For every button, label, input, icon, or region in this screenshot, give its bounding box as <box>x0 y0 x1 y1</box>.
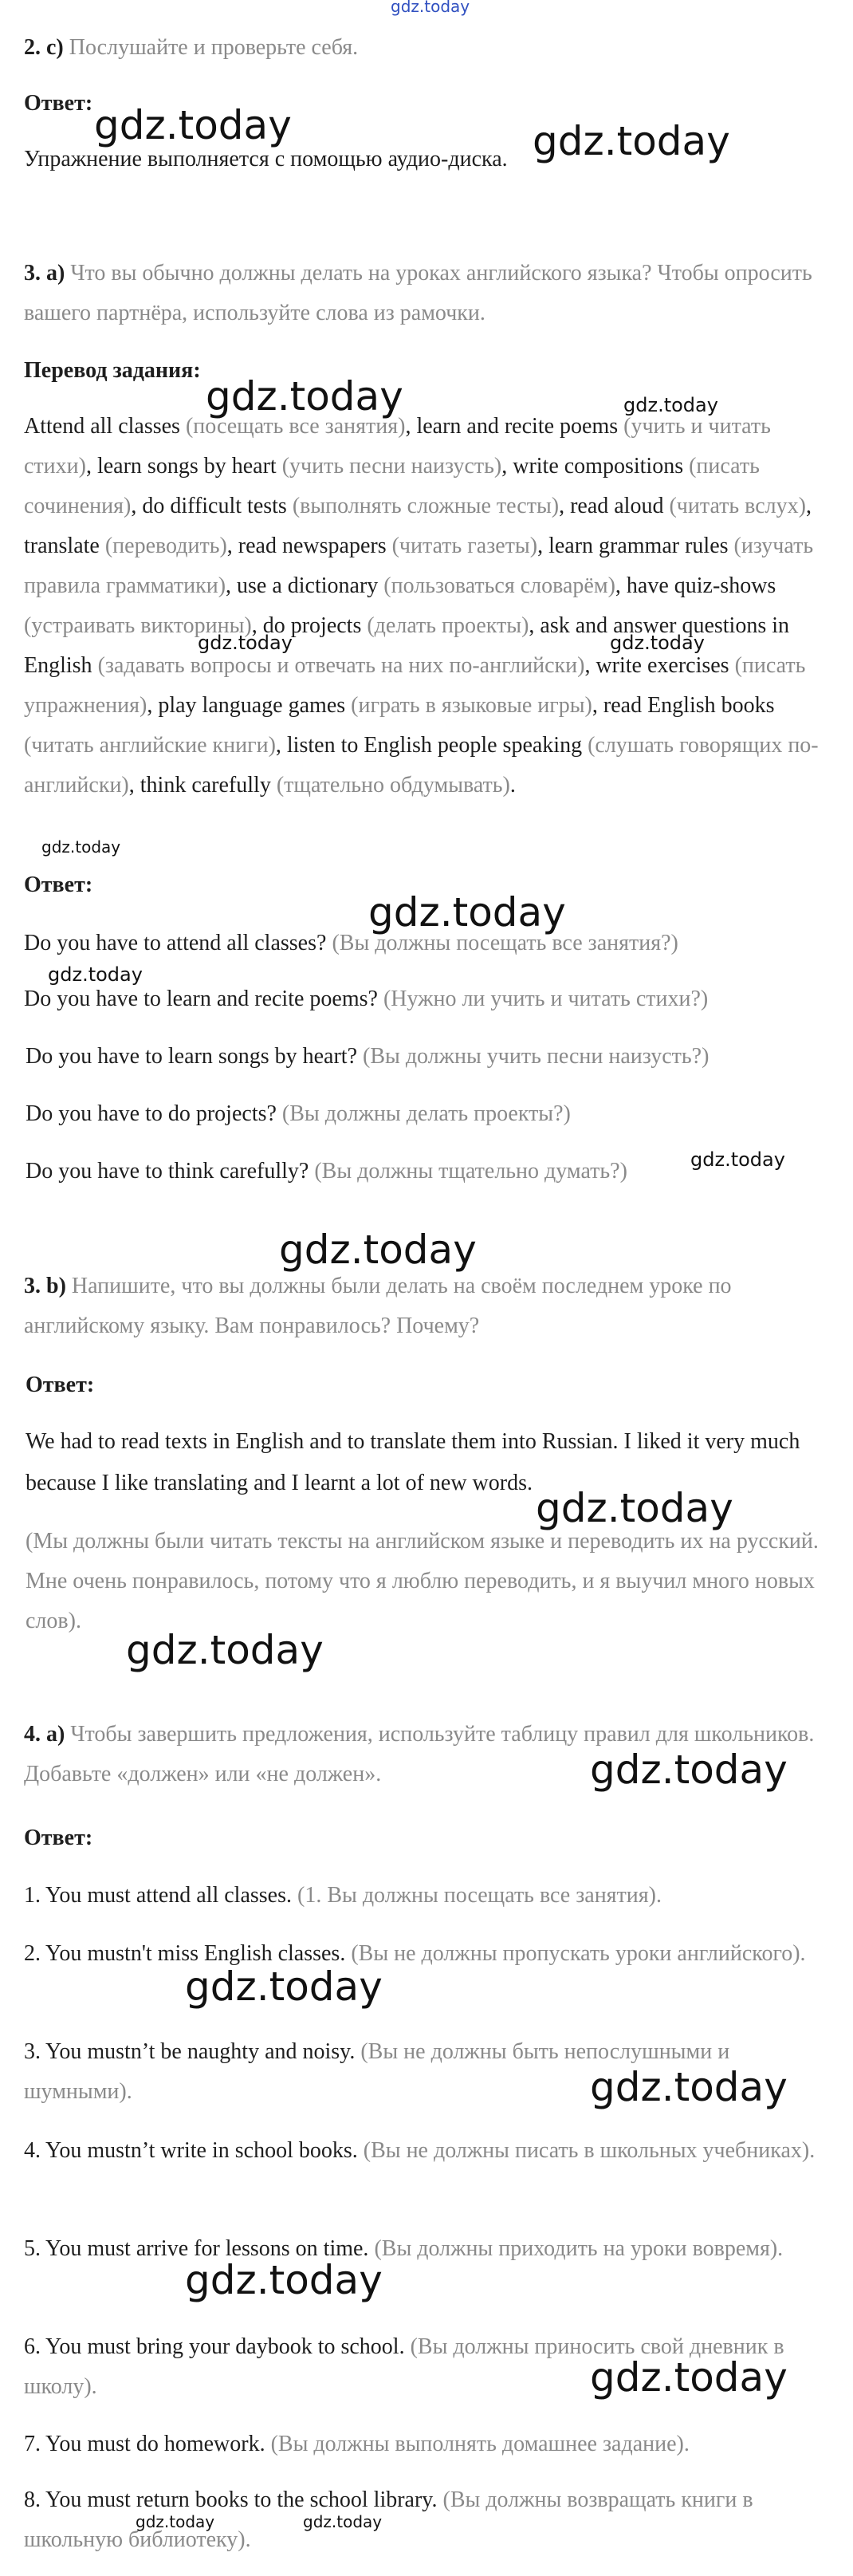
task-text: Напишите, что вы должны были делать на своём последнем уроке по английскому языку. Вам понравилось? Почему? <box>24 1274 732 1338</box>
phrase-en: Attend all classes <box>24 414 180 439</box>
rule-ru: (Вы должны приходить на уроки вовремя). <box>374 2236 784 2261</box>
watermark: gdz.today <box>610 632 705 654</box>
task-text: Чтобы завершить предложения, используйте таблицу правил для школьников. Добавьте «должен» или «не должен». <box>24 1722 815 1786</box>
rule-en: 6. You must bring your daybook to school. <box>24 2334 405 2359</box>
phrase-separator: , <box>615 573 627 598</box>
phrase-ru: (посещать все занятия) <box>185 414 406 439</box>
answer-item <box>24 979 821 1019</box>
rule-ru: (Вы не должны быть непослушными и шумными). <box>24 2039 730 2104</box>
phrase-en: write exercises <box>596 653 729 678</box>
phrase-item <box>97 454 513 479</box>
rule-ru: (Вы не должны пропускать уроки английского). <box>351 1941 806 1966</box>
phrase-separator: , <box>529 613 540 638</box>
phrase-separator: , <box>251 613 263 638</box>
watermark: gdz.today <box>41 837 121 857</box>
watermark: gdz.today <box>279 1227 477 1273</box>
watermark: gdz.today <box>198 632 293 654</box>
watermark: gdz.today <box>590 1747 788 1793</box>
answer-item <box>26 1094 823 1134</box>
rule-en: 1. You must attend all classes. <box>24 1883 292 1908</box>
phrase-ru: (задавать вопросы и отвечать на них по-английски) <box>97 653 585 678</box>
phrase-ru: (играть в языковые игры) <box>351 693 592 718</box>
watermark: gdz.today <box>185 1964 383 2010</box>
phrase-item <box>140 773 516 798</box>
watermark: gdz.today <box>368 889 566 935</box>
phrase-en: learn grammar rules <box>548 534 729 558</box>
phrase-en: play language games <box>158 693 346 718</box>
phrase-separator: , <box>128 773 140 798</box>
watermark: gdz.today <box>206 373 403 419</box>
phrase-separator: , <box>226 573 238 598</box>
phrase-ru: (читать газеты) <box>391 534 538 558</box>
phrase-en: write compositions <box>513 454 684 479</box>
phrase-separator: , <box>592 693 603 718</box>
phrase-ru: (тщательно обдумывать) <box>276 773 510 798</box>
rule-ru: (1. Вы должны посещать все занятия). <box>297 1883 662 1908</box>
phrase-ru: (слушать говорящих по-английски) <box>24 733 819 798</box>
phrase-item <box>263 613 540 638</box>
phrase-ru: (читать английские книги) <box>24 733 276 758</box>
phrase-separator: , <box>405 414 417 439</box>
rule-item <box>24 1934 821 1974</box>
exercise-number: 3. b) <box>24 1274 66 1298</box>
answer-text-en: We had to read texts in English and to translate them into Russian. I liked it very much because I like translating and I learnt a lot of new words. <box>26 1429 800 1495</box>
phrase-ru: (делать проекты) <box>367 613 529 638</box>
answer-ru: (Вы должны посещать все занятия?) <box>332 931 678 955</box>
rule-en: 3. You mustn’t be naughty and noisy. <box>24 2039 356 2064</box>
answer-text-ru: (Мы должны были читать тексты на английском языке и переводить их на русский. Мне очень понравилось, потому что я люблю переводить, и я выучил много новых слов). <box>26 1529 819 1633</box>
phrase-ru: (переводить) <box>104 534 227 558</box>
phrase-separator: , <box>275 733 287 758</box>
phrase-en: use a dictionary <box>237 573 379 598</box>
answer-en: Do you have to think carefully? <box>26 1159 309 1184</box>
watermark: gdz.today <box>126 1627 324 1673</box>
answer-ru: (Вы должны тщательно думать?) <box>314 1159 627 1184</box>
phrase-separator: . <box>509 773 516 798</box>
rule-item <box>24 2424 821 2464</box>
phrase-ru: (учить песни наизусть) <box>281 454 502 479</box>
watermark: gdz.today <box>690 1148 785 1171</box>
phrase-ru: (изучать правила грамматики) <box>24 534 814 598</box>
rule-item <box>24 2131 821 2171</box>
phrase-separator: , <box>805 494 812 518</box>
answer-en: Do you have to learn and recite poems? <box>24 987 378 1011</box>
answer-ru: (Вы должны делать проекты?) <box>281 1101 571 1126</box>
answer-label: Ответ: <box>24 872 93 897</box>
phrase-ru: (читать вслух) <box>669 494 806 518</box>
answer-label: Ответ: <box>26 1373 95 1397</box>
answer-label: Ответ: <box>24 1826 93 1850</box>
rule-en: 4. You mustn’t write in school books. <box>24 2138 358 2163</box>
task-text: Послушайте и проверьте себя. <box>69 35 359 60</box>
phrase-item <box>238 534 548 558</box>
phrase-separator: , <box>147 693 159 718</box>
phrase-list <box>24 407 821 805</box>
phrase-item <box>158 693 603 718</box>
watermark: gdz.today <box>48 963 143 986</box>
rule-ru: (Вы должны выполнять домашнее задание). <box>270 2432 690 2456</box>
phrase-ru: (писать сочинения) <box>24 454 760 518</box>
phrase-separator: , <box>131 494 143 518</box>
phrase-item <box>24 534 238 558</box>
phrase-en: listen to English people speaking <box>286 733 583 758</box>
exercise-number: 4. a) <box>24 1722 65 1747</box>
answer-label: Ответ: <box>24 91 93 116</box>
rule-ru: (Вы не должны писать в школьных учебниках). <box>363 2138 816 2163</box>
watermark: gdz.today <box>391 0 470 16</box>
phrase-en: read English books <box>603 693 775 718</box>
answer-en: Do you have to attend all classes? <box>24 931 327 955</box>
watermark: gdz.today <box>623 394 718 416</box>
exercise-3a-task <box>24 254 821 333</box>
rule-en: 5. You must arrive for lessons on time. <box>24 2236 369 2261</box>
phrase-item <box>142 494 570 518</box>
watermark: gdz.today <box>303 2512 383 2531</box>
phrase-en: read aloud <box>570 494 664 518</box>
phrase-ru: (писать упражнения) <box>24 653 806 718</box>
rule-item <box>24 1876 821 1916</box>
phrase-ru: (пользоваться словарём) <box>383 573 615 598</box>
phrase-en: learn songs by heart <box>96 454 277 479</box>
phrase-en: have quiz-shows <box>626 573 776 598</box>
translation-label: Перевод задания: <box>24 358 201 383</box>
watermark: gdz.today <box>536 1485 733 1531</box>
phrase-separator: , <box>226 534 238 558</box>
answer-ru: (Нужно ли учить и читать стихи?) <box>383 987 709 1011</box>
watermark: gdz.today <box>590 2064 788 2110</box>
phrase-item <box>237 573 627 598</box>
phrase-ru: (выполнять сложные тесты) <box>292 494 560 518</box>
phrase-en: read newspapers <box>238 534 387 558</box>
rule-item <box>24 2229 821 2269</box>
watermark: gdz.today <box>590 2354 788 2401</box>
rule-ru: (Вы должны приносить свой дневник в школу). <box>24 2334 784 2399</box>
phrase-en: do difficult tests <box>142 494 287 518</box>
phrase-separator: , <box>584 653 596 678</box>
rule-ru: (Вы должны возвращать книги в школьную библиотеку). <box>24 2487 753 2552</box>
phrase-en: learn and recite poems <box>416 414 619 439</box>
answer-en: Do you have to do projects? <box>26 1101 277 1126</box>
exercise-3b-task <box>24 1266 821 1346</box>
watermark: gdz.today <box>94 102 292 148</box>
phrase-separator: , <box>559 494 571 518</box>
exercise-2c-task <box>24 28 821 68</box>
watermark: gdz.today <box>533 118 730 164</box>
task-text: Что вы обычно должны делать на уроках английского языка? Чтобы опросить вашего партнёра, используйте слова из рамочки. <box>24 261 812 325</box>
phrase-en: translate <box>24 534 100 558</box>
exercise-number: 2. c) <box>24 35 64 60</box>
answer-text: Упражнение выполняется с помощью аудио-диска. <box>24 147 508 171</box>
phrase-en: ask and answer questions in English <box>24 613 790 678</box>
phrase-en: think carefully <box>140 773 271 798</box>
phrase-item <box>570 494 812 518</box>
watermark: gdz.today <box>136 2512 215 2531</box>
phrase-ru: (устраивать викторины) <box>24 613 252 638</box>
watermark: gdz.today <box>185 2257 383 2303</box>
phrase-separator: , <box>501 454 513 479</box>
phrase-separator: , <box>537 534 549 558</box>
phrase-separator: , <box>85 454 97 479</box>
phrase-ru: (учить и читать стихи) <box>24 414 771 479</box>
answer-en: Do you have to learn songs by heart? <box>26 1044 357 1069</box>
rule-en: 8. You must return books to the school library. <box>24 2487 438 2512</box>
answer-ru: (Вы должны учить песни наизусть?) <box>363 1044 710 1069</box>
phrase-en: do projects <box>262 613 362 638</box>
answer-item <box>26 1037 823 1077</box>
exercise-number: 3. a) <box>24 261 65 286</box>
rule-en: 7. You must do homework. <box>24 2432 265 2456</box>
rule-en: 2. You mustn't miss English classes. <box>24 1941 346 1966</box>
